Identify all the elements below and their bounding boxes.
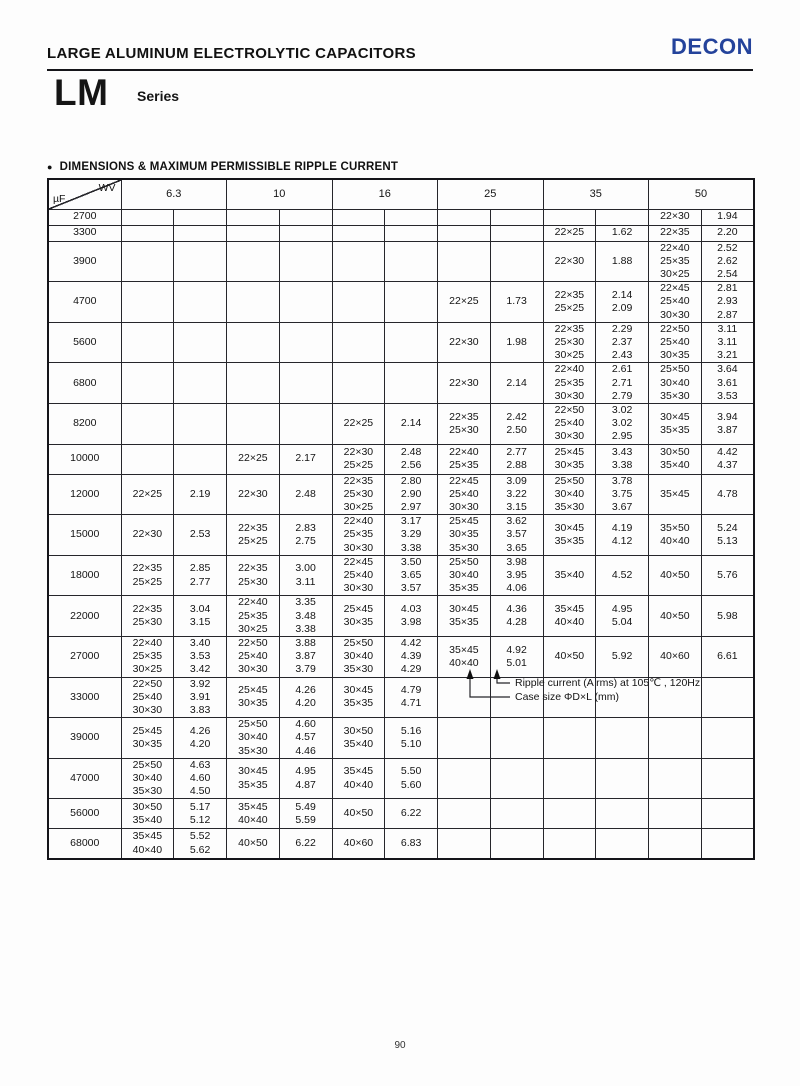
ripple-current-cell: 4.52 <box>596 555 649 596</box>
ripple-current-cell: 3.09 3.22 3.15 <box>490 474 543 515</box>
ripple-current-cell: 5.49 5.59 <box>279 799 332 829</box>
brand-logo: DECON <box>671 34 753 59</box>
case-size-cell: 22×35 <box>649 225 702 241</box>
ripple-current-cell: 3.78 3.75 3.67 <box>596 474 649 515</box>
case-size-cell: 40×60 <box>649 636 702 677</box>
case-size-cell <box>438 718 491 759</box>
ripple-current-cell: 1.94 <box>701 209 754 225</box>
case-size-cell: 22×30 <box>438 363 491 404</box>
case-size-cell <box>332 363 385 404</box>
capacitance-value: 22000 <box>48 596 121 637</box>
capacitance-value: 15000 <box>48 515 121 556</box>
case-size-cell: 25×50 30×40 35×30 <box>332 636 385 677</box>
case-size-cell: 30×45 35×35 <box>438 596 491 637</box>
case-size-cell: 40×60 <box>332 829 385 859</box>
case-size-cell: 22×45 25×40 30×30 <box>332 555 385 596</box>
ripple-current-cell: 2.14 2.09 <box>596 282 649 323</box>
ripple-current-cell <box>174 209 227 225</box>
case-size-cell: 22×30 <box>227 474 280 515</box>
ripple-current-cell <box>279 209 332 225</box>
page-title: LARGE ALUMINUM ELECTROLYTIC CAPACITORS <box>47 45 416 62</box>
case-size-cell <box>227 322 280 363</box>
case-size-cell <box>438 209 491 225</box>
ripple-current-cell <box>490 758 543 799</box>
ripple-current-cell <box>385 363 438 404</box>
case-size-cell <box>543 799 596 829</box>
ripple-current-cell: 4.92 5.01 <box>490 636 543 677</box>
capacitance-value: 2700 <box>48 209 121 225</box>
case-size-cell: 35×50 40×40 <box>649 515 702 556</box>
ripple-current-cell: 2.83 2.75 <box>279 515 332 556</box>
case-size-cell: 35×45 40×40 <box>438 636 491 677</box>
ripple-current-cell: 2.77 2.88 <box>490 444 543 474</box>
ripple-current-cell <box>279 225 332 241</box>
ripple-current-cell: 4.42 4.37 <box>701 444 754 474</box>
case-size-cell: 25×45 30×35 <box>332 596 385 637</box>
ripple-current-cell: 4.36 4.28 <box>490 596 543 637</box>
ripple-current-cell: 3.92 3.91 3.83 <box>174 677 227 718</box>
ripple-current-cell: 3.00 3.11 <box>279 555 332 596</box>
ripple-current-cell: 3.88 3.87 3.79 <box>279 636 332 677</box>
case-size-cell <box>438 241 491 282</box>
ripple-current-cell: 2.48 <box>279 474 332 515</box>
case-size-cell: 35×45 <box>649 474 702 515</box>
ripple-current-cell: 6.61 <box>701 636 754 677</box>
ripple-current-cell: 6.22 <box>385 799 438 829</box>
case-size-cell: 30×45 35×35 <box>649 403 702 444</box>
ripple-current-cell: 3.02 3.02 2.95 <box>596 403 649 444</box>
ripple-current-cell: 5.92 <box>596 636 649 677</box>
ripple-current-cell: 3.64 3.61 3.53 <box>701 363 754 404</box>
case-size-cell <box>332 225 385 241</box>
ripple-current-cell: 3.35 3.48 3.38 <box>279 596 332 637</box>
ripple-current-cell <box>174 403 227 444</box>
voltage-header: 16 <box>332 179 438 209</box>
table-row <box>48 799 754 829</box>
case-size-cell <box>121 403 174 444</box>
table-row <box>48 363 754 404</box>
case-size-cell <box>543 718 596 759</box>
case-size-cell <box>543 829 596 859</box>
uf-label: µF <box>53 193 66 206</box>
ripple-current-cell: 2.52 2.62 2.54 <box>701 241 754 282</box>
case-size-cell <box>649 718 702 759</box>
case-size-cell <box>121 282 174 323</box>
case-size-cell <box>438 799 491 829</box>
case-size-cell: 40×50 <box>332 799 385 829</box>
ripple-current-cell: 4.79 4.71 <box>385 677 438 718</box>
ripple-current-cell: 3.50 3.65 3.57 <box>385 555 438 596</box>
capacitance-value: 27000 <box>48 636 121 677</box>
section-heading-text: DIMENSIONS & MAXIMUM PERMISSIBLE RIPPLE CURRENT <box>59 161 399 173</box>
series-label: Series <box>137 88 180 104</box>
ripple-current-cell: 1.62 <box>596 225 649 241</box>
ripple-current-cell: 2.29 2.37 2.43 <box>596 322 649 363</box>
case-size-annotation: Case size ΦD×L (mm) <box>515 691 619 703</box>
table-row <box>48 718 754 759</box>
case-size-cell <box>543 758 596 799</box>
case-size-cell <box>649 758 702 799</box>
ripple-current-cell <box>385 225 438 241</box>
ripple-current-cell <box>385 282 438 323</box>
case-size-cell: 40×50 <box>649 596 702 637</box>
capacitance-value: 10000 <box>48 444 121 474</box>
capacitance-value: 39000 <box>48 718 121 759</box>
capacitance-value: 5600 <box>48 322 121 363</box>
ripple-current-cell: 3.04 3.15 <box>174 596 227 637</box>
case-size-cell <box>332 241 385 282</box>
capacitance-value: 56000 <box>48 799 121 829</box>
ripple-current-cell: 2.14 <box>385 403 438 444</box>
ripple-current-cell <box>385 241 438 282</box>
table-row <box>48 636 754 677</box>
ripple-current-cell: 2.48 2.56 <box>385 444 438 474</box>
case-size-cell: 30×45 35×35 <box>332 677 385 718</box>
ripple-current-cell <box>279 282 332 323</box>
case-size-cell: 22×50 25×40 30×35 <box>649 322 702 363</box>
case-size-cell: 22×50 25×40 30×30 <box>543 403 596 444</box>
ripple-current-cell <box>174 282 227 323</box>
case-size-cell: 22×35 25×30 <box>227 555 280 596</box>
ripple-current-cell <box>490 241 543 282</box>
ripple-current-cell: 2.14 <box>490 363 543 404</box>
capacitance-value: 33000 <box>48 677 121 718</box>
case-size-cell: 22×40 25×35 30×25 <box>227 596 280 637</box>
ripple-current-table <box>47 178 755 860</box>
section-heading <box>47 161 398 173</box>
case-size-cell: 22×25 <box>543 225 596 241</box>
ripple-current-cell: 4.95 5.04 <box>596 596 649 637</box>
ripple-current-cell: 3.11 3.11 3.21 <box>701 322 754 363</box>
ripple-current-cell: 2.17 <box>279 444 332 474</box>
case-size-cell: 22×45 25×40 30×30 <box>438 474 491 515</box>
corner-cell <box>48 179 121 209</box>
table-row <box>48 829 754 859</box>
ripple-current-cell <box>596 209 649 225</box>
ripple-current-cell: 6.83 <box>385 829 438 859</box>
case-size-cell: 35×45 40×40 <box>543 596 596 637</box>
case-size-cell <box>332 322 385 363</box>
case-size-cell: 22×35 25×25 <box>543 282 596 323</box>
ripple-current-cell: 2.85 2.77 <box>174 555 227 596</box>
case-size-cell <box>121 444 174 474</box>
table-row <box>48 555 754 596</box>
ripple-current-cell <box>701 758 754 799</box>
case-size-cell: 25×45 30×35 <box>227 677 280 718</box>
case-size-cell <box>649 799 702 829</box>
ripple-current-cell <box>701 718 754 759</box>
case-size-cell <box>227 363 280 404</box>
ripple-current-cell <box>279 363 332 404</box>
ripple-current-cell: 3.17 3.29 3.38 <box>385 515 438 556</box>
table-row <box>48 225 754 241</box>
ripple-current-cell <box>596 829 649 859</box>
case-size-cell: 25×50 30×40 35×30 <box>121 758 174 799</box>
header-rule <box>47 69 753 71</box>
case-size-cell <box>332 209 385 225</box>
case-size-cell <box>121 225 174 241</box>
table-row <box>48 758 754 799</box>
case-size-cell: 22×35 25×30 30×25 <box>543 322 596 363</box>
capacitance-value: 3300 <box>48 225 121 241</box>
voltage-header: 6.3 <box>121 179 227 209</box>
capacitance-value: 4700 <box>48 282 121 323</box>
ripple-current-cell: 3.98 3.95 4.06 <box>490 555 543 596</box>
ripple-current-cell: 6.22 <box>279 829 332 859</box>
ripple-current-cell: 1.98 <box>490 322 543 363</box>
capacitance-value: 12000 <box>48 474 121 515</box>
ripple-current-cell <box>279 403 332 444</box>
ripple-current-cell <box>701 829 754 859</box>
ripple-current-cell: 5.52 5.62 <box>174 829 227 859</box>
case-size-cell: 25×50 30×40 35×30 <box>227 718 280 759</box>
ripple-current-cell <box>385 209 438 225</box>
case-size-cell <box>227 403 280 444</box>
case-size-cell <box>227 282 280 323</box>
table-row <box>48 444 754 474</box>
case-size-cell: 22×25 <box>438 282 491 323</box>
case-size-cell: 40×50 <box>543 636 596 677</box>
case-size-cell: 22×35 25×30 <box>121 596 174 637</box>
case-size-cell: 25×45 30×35 35×30 <box>438 515 491 556</box>
ripple-current-cell <box>174 444 227 474</box>
ripple-current-cell <box>490 829 543 859</box>
case-size-cell: 22×40 25×35 30×25 <box>121 636 174 677</box>
ripple-current-cell <box>701 677 754 718</box>
table-row <box>48 474 754 515</box>
case-size-cell: 22×25 <box>332 403 385 444</box>
series-name: LM <box>54 72 109 113</box>
voltage-header: 25 <box>438 179 544 209</box>
voltage-header: 10 <box>227 179 333 209</box>
case-size-cell <box>227 241 280 282</box>
ripple-current-cell <box>596 758 649 799</box>
case-size-cell: 40×50 <box>649 555 702 596</box>
case-size-cell: 22×30 <box>649 209 702 225</box>
wv-label: WV <box>98 182 116 194</box>
case-size-cell <box>438 758 491 799</box>
case-size-cell: 22×40 25×35 <box>438 444 491 474</box>
case-size-cell <box>438 225 491 241</box>
ripple-current-cell: 2.53 <box>174 515 227 556</box>
case-size-cell <box>121 322 174 363</box>
ripple-current-cell: 3.94 3.87 <box>701 403 754 444</box>
ripple-current-cell: 3.40 3.53 3.42 <box>174 636 227 677</box>
case-size-cell: 22×30 <box>438 322 491 363</box>
capacitance-value: 47000 <box>48 758 121 799</box>
case-size-cell: 22×45 25×40 30×30 <box>649 282 702 323</box>
ripple-current-cell: 5.98 <box>701 596 754 637</box>
case-size-cell: 22×35 25×30 30×25 <box>332 474 385 515</box>
table-header-row <box>48 179 754 209</box>
table-row <box>48 241 754 282</box>
ripple-current-cell <box>701 799 754 829</box>
ripple-current-cell: 4.78 <box>701 474 754 515</box>
table-row <box>48 596 754 637</box>
ripple-current-cell: 4.60 4.57 4.46 <box>279 718 332 759</box>
case-size-cell: 30×50 35×40 <box>649 444 702 474</box>
ripple-current-cell <box>174 225 227 241</box>
ripple-current-cell: 4.42 4.39 4.29 <box>385 636 438 677</box>
case-size-cell: 22×35 25×25 <box>121 555 174 596</box>
case-size-cell: 30×50 35×40 <box>121 799 174 829</box>
ripple-current-cell: 2.42 2.50 <box>490 403 543 444</box>
ripple-current-cell <box>174 241 227 282</box>
voltage-header: 50 <box>649 179 755 209</box>
table-row <box>48 322 754 363</box>
ripple-current-cell: 4.95 4.87 <box>279 758 332 799</box>
ripple-table-wrap <box>47 178 753 860</box>
case-size-cell: 30×50 35×40 <box>332 718 385 759</box>
case-size-cell: 35×45 40×40 <box>332 758 385 799</box>
ripple-current-cell: 5.76 <box>701 555 754 596</box>
case-size-cell: 25×50 30×40 35×35 <box>438 555 491 596</box>
case-size-cell <box>543 209 596 225</box>
ripple-current-cell <box>174 322 227 363</box>
ripple-current-cell: 1.73 <box>490 282 543 323</box>
ripple-current-cell: 4.63 4.60 4.50 <box>174 758 227 799</box>
case-size-cell: 30×45 35×35 <box>543 515 596 556</box>
ripple-current-cell: 4.19 4.12 <box>596 515 649 556</box>
ripple-current-cell: 5.50 5.60 <box>385 758 438 799</box>
case-size-cell: 40×50 <box>227 829 280 859</box>
ripple-current-cell: 2.19 <box>174 474 227 515</box>
table-row <box>48 403 754 444</box>
case-size-cell: 25×45 30×35 <box>543 444 596 474</box>
case-size-cell: 22×30 <box>543 241 596 282</box>
case-size-cell <box>121 363 174 404</box>
ripple-current-cell <box>596 718 649 759</box>
case-size-cell: 22×30 <box>121 515 174 556</box>
case-size-cell: 22×40 25×35 30×25 <box>649 241 702 282</box>
case-size-cell: 22×30 25×25 <box>332 444 385 474</box>
capacitance-value: 3900 <box>48 241 121 282</box>
capacitance-value: 6800 <box>48 363 121 404</box>
ripple-current-cell <box>279 322 332 363</box>
ripple-current-cell <box>490 225 543 241</box>
ripple-current-cell <box>385 322 438 363</box>
ripple-current-cell: 3.43 3.38 <box>596 444 649 474</box>
capacitance-value: 18000 <box>48 555 121 596</box>
ripple-current-cell <box>490 209 543 225</box>
case-size-cell <box>227 209 280 225</box>
case-size-cell: 35×45 40×40 <box>121 829 174 859</box>
ripple-current-cell <box>174 363 227 404</box>
ripple-current-cell: 3.62 3.57 3.65 <box>490 515 543 556</box>
case-size-cell <box>438 829 491 859</box>
ripple-current-cell: 5.17 5.12 <box>174 799 227 829</box>
case-size-cell: 22×40 25×35 30×30 <box>332 515 385 556</box>
case-size-cell: 35×40 <box>543 555 596 596</box>
case-size-cell <box>649 829 702 859</box>
ripple-current-cell: 5.24 5.13 <box>701 515 754 556</box>
case-size-cell: 25×50 30×40 35×30 <box>543 474 596 515</box>
case-size-cell <box>438 677 491 718</box>
bullet-icon: ● <box>47 162 53 172</box>
ripple-current-cell: 1.88 <box>596 241 649 282</box>
table-row <box>48 282 754 323</box>
capacitance-value: 8200 <box>48 403 121 444</box>
ripple-current-cell: 4.26 4.20 <box>174 718 227 759</box>
ripple-current-cell: 4.26 4.20 <box>279 677 332 718</box>
ripple-current-cell <box>279 241 332 282</box>
case-size-cell: 25×50 30×40 35×30 <box>649 363 702 404</box>
capacitance-value: 68000 <box>48 829 121 859</box>
ripple-current-cell: 2.81 2.93 2.87 <box>701 282 754 323</box>
case-size-cell: 22×35 25×25 <box>227 515 280 556</box>
case-size-cell: 30×45 35×35 <box>227 758 280 799</box>
case-size-cell: 35×45 40×40 <box>227 799 280 829</box>
case-size-cell <box>121 241 174 282</box>
case-size-cell: 22×50 25×40 30×30 <box>227 636 280 677</box>
ripple-current-cell: 2.80 2.90 2.97 <box>385 474 438 515</box>
case-size-cell: 22×50 25×40 30×30 <box>121 677 174 718</box>
ripple-current-cell: 4.03 3.98 <box>385 596 438 637</box>
case-size-cell: 25×45 30×35 <box>121 718 174 759</box>
ripple-current-annotation: Ripple current (A rms) at 105℃ , 120Hz <box>515 677 701 689</box>
case-size-cell <box>121 209 174 225</box>
case-size-cell: 22×40 25×35 30×30 <box>543 363 596 404</box>
case-size-cell: 22×25 <box>227 444 280 474</box>
page-number: 90 <box>394 1040 406 1051</box>
ripple-current-cell: 2.61 2.71 2.79 <box>596 363 649 404</box>
voltage-header: 35 <box>543 179 649 209</box>
table-row <box>48 209 754 225</box>
table-row <box>48 515 754 556</box>
ripple-current-cell <box>490 799 543 829</box>
case-size-cell <box>227 225 280 241</box>
case-size-cell <box>332 282 385 323</box>
ripple-current-cell <box>490 718 543 759</box>
ripple-current-cell: 2.20 <box>701 225 754 241</box>
case-size-cell: 22×25 <box>121 474 174 515</box>
ripple-current-cell: 5.16 5.10 <box>385 718 438 759</box>
case-size-cell: 22×35 25×30 <box>438 403 491 444</box>
ripple-current-cell <box>596 799 649 829</box>
